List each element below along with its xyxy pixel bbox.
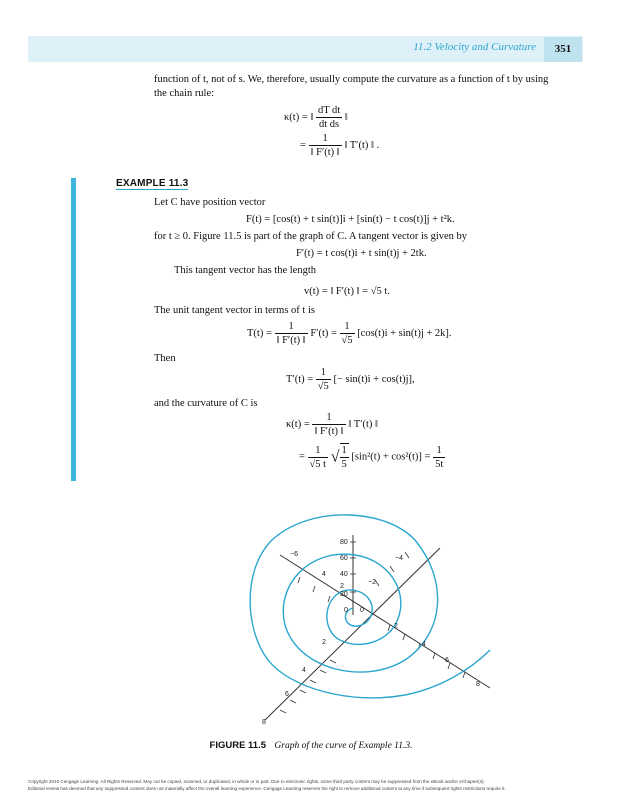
tick-lr-4: 4: [422, 641, 426, 648]
tick-z-20: 20: [340, 591, 348, 598]
eq-fraction-3: [433, 444, 445, 471]
copyright-footer-1: Copyright 2010 Cengage Learning. All Rights Reserved. May not be copied, scanned, or duplicated, in whole or in part. Due to electronic rights, some third party content may be suppressed from the eBook and/or eChapter(s).: [28, 779, 485, 784]
eq-num: 1: [436, 444, 442, 456]
example-paragraph-5: Then: [154, 353, 176, 364]
tick-z-40: 40: [340, 571, 348, 578]
eq-fraction-2: [340, 320, 355, 347]
eq-lhs: =: [300, 139, 306, 151]
tick-ul-neg6: −6: [290, 551, 298, 558]
equation-t-prime: [286, 366, 415, 393]
eq-lhs: =: [299, 451, 305, 463]
eq-lhs: T(t) =: [247, 327, 272, 339]
eq-num: 1: [315, 444, 321, 456]
eq-fraction: [316, 366, 331, 393]
example-paragraph-6: and the curvature of C is: [154, 398, 258, 409]
tick-ur-0: 0: [360, 607, 364, 614]
tick-z-0: 0: [344, 607, 348, 614]
tick-lr-6: 6: [445, 657, 449, 664]
copyright-footer-2: Editorial review has deemed that any suppressed content does not materially affect the overall learning experience. Cengage Learning reserves the right to remove additional content at any time if subsequent rights restrictions require it.: [28, 786, 506, 791]
figure-caption: [0, 740, 622, 751]
eq-den: √5: [317, 381, 329, 392]
eq-num: 1: [344, 321, 350, 332]
equation-speed: v(t) = ‖ F′(t) ‖ = √5 t.: [304, 286, 390, 297]
eq-mid: F′(t) =: [310, 327, 337, 339]
example-paragraph-3: This tangent vector has the length: [174, 265, 317, 276]
tick-ur-neg2: −2: [368, 579, 376, 586]
tick-lr-2: 2: [394, 623, 398, 630]
example-heading: EXAMPLE 11.3: [116, 178, 189, 189]
equation-kappa-chain-2: [300, 132, 379, 159]
eq-fraction-2: [340, 443, 349, 471]
eq-den: 5t: [435, 458, 444, 470]
eq-num: 1: [288, 321, 294, 332]
eq-lhs: T′(t) =: [286, 373, 314, 385]
running-header-title: 11.2 Velocity and Curvature: [413, 41, 536, 53]
eq-lhs: κ(t) =: [286, 418, 310, 430]
curve-path: [250, 515, 490, 698]
equation-kappa-chain: [284, 104, 348, 131]
tick-ll-2: 2: [322, 639, 326, 646]
eq-fraction: [316, 104, 342, 131]
eq-mid: [sin²(t) + cos²(t)] =: [351, 451, 431, 463]
figure-label: FIGURE 11.5: [209, 740, 267, 751]
tick-z-80: 80: [340, 539, 348, 546]
eq-den: 5: [341, 459, 347, 470]
tick-ul-4: 4: [322, 571, 326, 578]
eq-fraction: [309, 132, 342, 159]
tick-ll-6: 6: [285, 691, 289, 698]
equation-tangent-vector: F′(t) = t cos(t)i + t sin(t)j + 2tk.: [296, 248, 427, 259]
tick-ul-2: 2: [340, 583, 344, 590]
eq-num: dT dt: [317, 105, 341, 116]
example-paragraph-1: Let C have position vector: [154, 197, 266, 208]
example-paragraph-4: The unit tangent vector in terms of t is: [154, 305, 315, 316]
tick-ll-8: 8: [262, 719, 266, 726]
eq-lhs: κ(t) = ‖: [284, 111, 314, 123]
eq-rhs: ‖ T′(t) ‖: [348, 418, 378, 430]
eq-rhs: [− sin(t)i + cos(t)j],: [333, 373, 415, 385]
eq-num: 1: [320, 367, 326, 378]
eq-num: 1: [322, 133, 328, 144]
eq-num: 1: [326, 412, 332, 423]
eq-fraction-1: [308, 444, 329, 471]
example-heading-rule: [116, 189, 188, 190]
figure-caption-text: Graph of the curve of Example 11.3.: [274, 741, 413, 751]
equation-position-vector: F(t) = [cos(t) + t sin(t)]i + [sin(t) − t cos(t)]j + t²k.: [246, 214, 455, 225]
intro-line-1: function of t, not of s. We, therefore, usually compute the curvature as a function of t by using: [154, 74, 549, 85]
figure-3d-curve: [190, 500, 510, 730]
tick-ll-4: 4: [302, 667, 306, 674]
eq-den: ‖ F′(t) ‖: [276, 335, 306, 346]
eq-rhs: ‖: [344, 111, 348, 123]
eq-rhs: ‖ T′(t) ‖ .: [344, 139, 380, 151]
eq-num: 1: [341, 445, 347, 456]
eq-rhs: [cos(t)i + sin(t)j + 2k].: [357, 327, 452, 339]
equation-curvature: [286, 411, 378, 438]
equation-curvature-result: [299, 443, 445, 471]
equation-unit-tangent: [247, 320, 452, 347]
tick-ur-neg4: −4: [395, 555, 403, 562]
eq-den: √5 t: [309, 458, 327, 470]
eq-fraction: [312, 411, 345, 438]
eq-den: √5: [341, 335, 353, 346]
eq-fraction-1: [275, 320, 308, 347]
eq-den: ‖ F′(t) ‖: [314, 426, 344, 437]
eq-den: dt ds: [316, 117, 342, 131]
intro-line-2: the chain rule:: [154, 88, 215, 99]
example-sidebar-bar: [71, 178, 76, 481]
tick-z-60: 60: [340, 555, 348, 562]
eq-sqrt: √: [330, 448, 340, 466]
page-number: 351: [544, 37, 582, 62]
example-paragraph-2: for t ≥ 0. Figure 11.5 is part of the graph of C. A tangent vector is given by: [154, 231, 468, 242]
eq-den: ‖ F′(t) ‖: [310, 147, 340, 158]
tick-lr-8: 8: [476, 681, 480, 688]
